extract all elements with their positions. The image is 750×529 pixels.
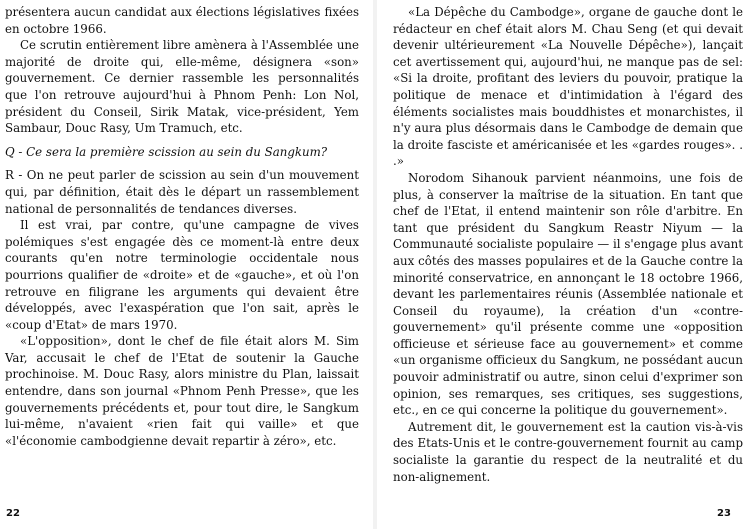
paragraph: Ce scrutin entièrement libre amènera à l'Assemblée une majorité de droite qui, elle-même, désignera «son» gouvernement. Ce dernier rassemble les personnalités que l'on retrouve aujourd'hui à Phnom Penh: Lon Nol, président du Conseil, Sirik Matak, vice-président, Yem Sambaur, Douc Rasy, Um Tramuch, etc. bbox=[5, 38, 359, 136]
left-page bbox=[0, 0, 373, 529]
answer: R - On ne peut parler de scission au sein d'un mouvement qui, par définition, était dès le départ un rassemblement national de personnalités de tendances diverses. bbox=[5, 168, 359, 216]
paragraph: «La Dépêche du Cambodge», organe de gauche dont le rédacteur en chef était alors M. Chau Seng (et qui devait devenir ultérieurement «La Nouvelle Dépêche»), lançait cet avertissement qui, aujourd'hui, ne manque pas de sel: «Si la droite, profitant des leviers du pouvoir, pratique la politique de menace et d'intimidation à l'égard des éléments socialistes mais bouddhistes et monarchistes, il n'y aura plus désormais dans le Cambodge de demain que la droite fasciste et américanisée et les «gardes rouges». . .» bbox=[393, 5, 743, 169]
paragraph: présentera aucun candidat aux élections législatives fixées en octobre 1966. bbox=[5, 5, 359, 36]
paragraph: Norodom Sihanouk parvient néanmoins, une fois de plus, à conserver la maîtrise de la situation. En tant que chef de l'Etat, il entend maintenir son rôle d'arbitre. En tant que président du Sangkum Reastr Niyum — la Communauté socialiste populaire — il s'engage plus avant aux côtés des masses populaires et de la Gauche contre la minorité conservatrice, en annonçant le 18 octobre 1966, devant les parlementaires réunis (Assemblée nationale et Conseil du royaume), la création d'un «contre-gouvernement» qu'il présente comme une «opposition officieuse et sérieuse face au gouvernement» et comme «un organisme officieux du Sangkum, ne possédant aucun pouvoir administratif ou autre, sinon celui d'exprimer son opinion, ses remarques, ses critiques, ses suggestions, etc., en ce qui concerne la politique du gouvernement». bbox=[393, 170, 743, 418]
right-text-column bbox=[393, 4, 743, 485]
right-page bbox=[377, 0, 750, 529]
page-number: 23 bbox=[717, 508, 731, 519]
page-number: 22 bbox=[6, 508, 20, 519]
paragraph: «L'opposition», dont le chef de file était alors M. Sim Var, accusait le chef de l'Etat de soutenir la Gauche prochinoise. M. Douc Rasy, alors ministre du Plan, laissait entendre, dans son journal «Phnom Penh Presse», que les gouvernements précédents et, pour tout dire, le Sangkum lui-même, n'avaient «rien fait qui vaille» et que «l'économie cambodgienne devait repartir à zéro», etc. bbox=[5, 334, 359, 448]
left-text-column bbox=[5, 4, 359, 449]
paragraph: Autrement dit, le gouvernement est la caution vis-à-vis des Etats-Unis et le contre-gouvernement fournit au camp socialiste la garantie du respect de la neutralité et du non-alignement. bbox=[393, 419, 743, 484]
paragraph: Il est vrai, par contre, qu'une campagne de vives polémiques s'est engagée dès ce moment-là entre deux courants qu'en notre terminologie occidentale nous pourrions qualifier de «droite» et de «gauche», et où l'on retrouve en filigrane les arguments qui devaient être développés, avec l'exaspération que l'on sait, après le «coup d'Etat» de mars 1970. bbox=[5, 218, 359, 332]
question: Q - Ce sera la première scission au sein du Sangkum? bbox=[5, 144, 328, 159]
